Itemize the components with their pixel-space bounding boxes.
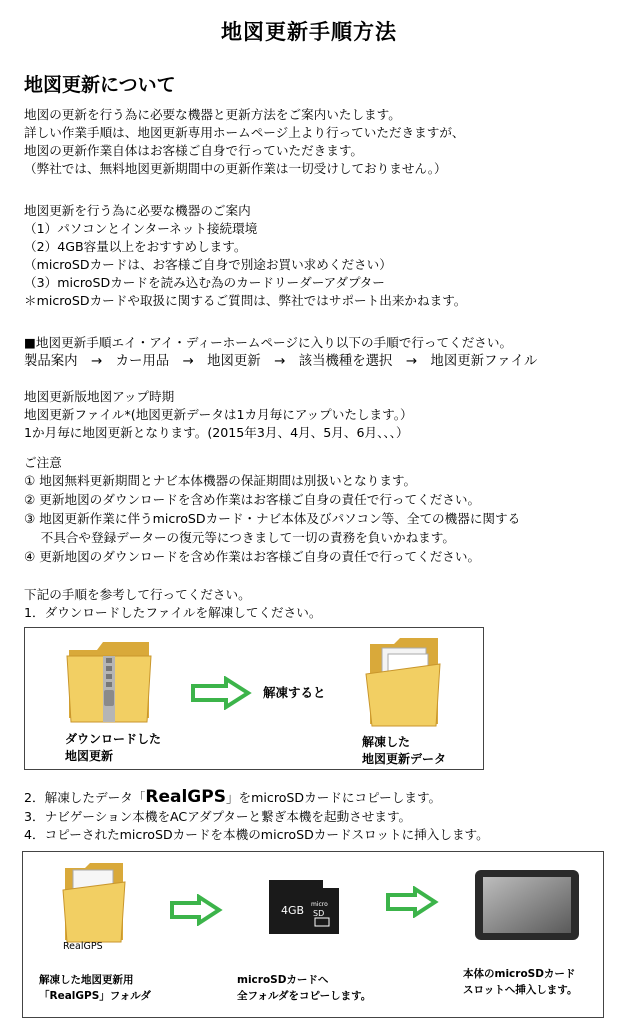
realgps-label-2: 「RealGPS」フォルダ bbox=[39, 990, 151, 1002]
navigation-device-icon bbox=[473, 868, 581, 942]
folder-label-1: 解凍した bbox=[362, 735, 411, 749]
step-2-prefix: 2．解凍したデータ「 bbox=[24, 790, 146, 805]
zip-label-2: 地図更新 bbox=[65, 749, 114, 763]
realgps-label-1: 解凍した地図更新用 bbox=[39, 974, 134, 986]
svg-text:SD: SD bbox=[313, 909, 325, 918]
procedure-intro: 下記の手順を参考して行ってください。 bbox=[24, 587, 251, 602]
requirement-note: ＊microSDカードや取扱に関するご質問は、弊社ではサポート出来かねます。 bbox=[24, 293, 467, 308]
note-item: ① 地図無料更新期間とナビ本体機器の保証期間は別扱いとなります。 bbox=[24, 473, 417, 488]
requirement-item: （2）4GB容量以上をおすすめします。 bbox=[24, 239, 247, 254]
procedure-step-1: 1．ダウンロードしたファイルを解凍してください。 bbox=[24, 605, 322, 620]
step-2-name: RealGPS bbox=[145, 787, 226, 807]
intro-line: 地図の更新を行う為に必要な機器と更新方法をご案内いたします。 bbox=[24, 107, 401, 122]
arrow-right-icon bbox=[190, 676, 252, 710]
intro-line: （弊社では、無料地図更新期間中の更新作業は一切受けしておりません。） bbox=[24, 161, 447, 176]
sd-capacity-text: 4GB bbox=[281, 904, 305, 917]
schedule-line: 地図更新ファイル*(地図更新データは1カ月毎にアップいたします。） bbox=[24, 407, 413, 422]
section-heading: 地図更新について bbox=[24, 74, 176, 96]
device-label-2: スロットへ挿入します。 bbox=[463, 984, 578, 996]
note-item: ② 更新地図のダウンロードを含め作業はお客様ご自身の責任で行ってください。 bbox=[24, 492, 481, 507]
note-item: 不具合や登録データーの復元等につきまして一切の責務を負いかねます。 bbox=[24, 530, 455, 545]
step-2-suffix: 」をmicroSDカードにコピーします。 bbox=[225, 790, 442, 805]
sd-label-1: microSDカードへ bbox=[237, 974, 329, 986]
folder-label-2: 地図更新データ bbox=[362, 752, 447, 766]
open-folder-icon bbox=[360, 634, 448, 730]
sd-brand-text: micro bbox=[311, 901, 328, 908]
realgps-folder-text: RealGPS bbox=[63, 941, 103, 952]
microsd-card-icon bbox=[267, 878, 341, 936]
arrow-right-icon bbox=[385, 886, 439, 918]
zip-label-1: ダウンロードした bbox=[65, 732, 162, 746]
schedule-line: 1か月毎に地図更新となります。(2015年3月、4月、5月、6月、、、） bbox=[24, 425, 409, 440]
schedule-heading: 地図更新版地図アップ時期 bbox=[24, 389, 175, 404]
device-label-1: 本体のmicroSDカード bbox=[463, 968, 576, 980]
homepage-path: 製品案内 → カー用品 → 地図更新 → 該当機種を選択 → 地図更新ファイル bbox=[24, 354, 538, 369]
requirement-item: （3）microSDカードを読み込む為のカードリーダーアダプター bbox=[24, 275, 385, 290]
arrow-label: 解凍すると bbox=[263, 685, 326, 700]
homepage-instruction: ■地図更新手順エイ・アイ・ディーホームページに入り以下の手順で行ってください。 bbox=[24, 335, 513, 350]
intro-line: 地図の更新作業自体はお客様ご自身で行っていただきます。 bbox=[24, 143, 364, 158]
notes-heading: ご注意 bbox=[24, 455, 62, 470]
figure-copy bbox=[22, 851, 604, 1018]
figure-unzip bbox=[24, 627, 484, 770]
procedure-step-2 bbox=[24, 788, 441, 807]
procedure-step-4: 4．コピーされたmicroSDカードを本機のmicroSDカードスロットに挿入します。 bbox=[24, 827, 489, 842]
procedure-step-3: 3．ナビゲーション本機をACアダプターと繋ぎ本機を起動させます。 bbox=[24, 809, 412, 824]
zip-folder-icon bbox=[63, 636, 155, 726]
arrow-right-icon bbox=[169, 894, 223, 926]
sd-label-2: 全フォルダをコピーします。 bbox=[237, 990, 372, 1002]
page-title: 地図更新手順方法 bbox=[221, 20, 397, 44]
realgps-folder-icon bbox=[59, 860, 135, 946]
requirement-item: （1）パソコンとインターネット接続環境 bbox=[24, 221, 258, 236]
requirement-item: （microSDカードは、お客様ご自身で別途お買い求めください） bbox=[24, 257, 392, 272]
requirements-heading: 地図更新を行う為に必要な機器のご案内 bbox=[24, 203, 251, 218]
intro-line: 詳しい作業手順は、地図更新専用ホームページ上より行っていただきますが、 bbox=[24, 125, 465, 140]
note-item: ④ 更新地図のダウンロードを含め作業はお客様ご自身の責任で行ってください。 bbox=[24, 549, 481, 564]
note-item: ③ 地図更新作業に伴うmicroSDカード・ナビ本体及びパソコン等、全ての機器に関する bbox=[24, 511, 521, 526]
